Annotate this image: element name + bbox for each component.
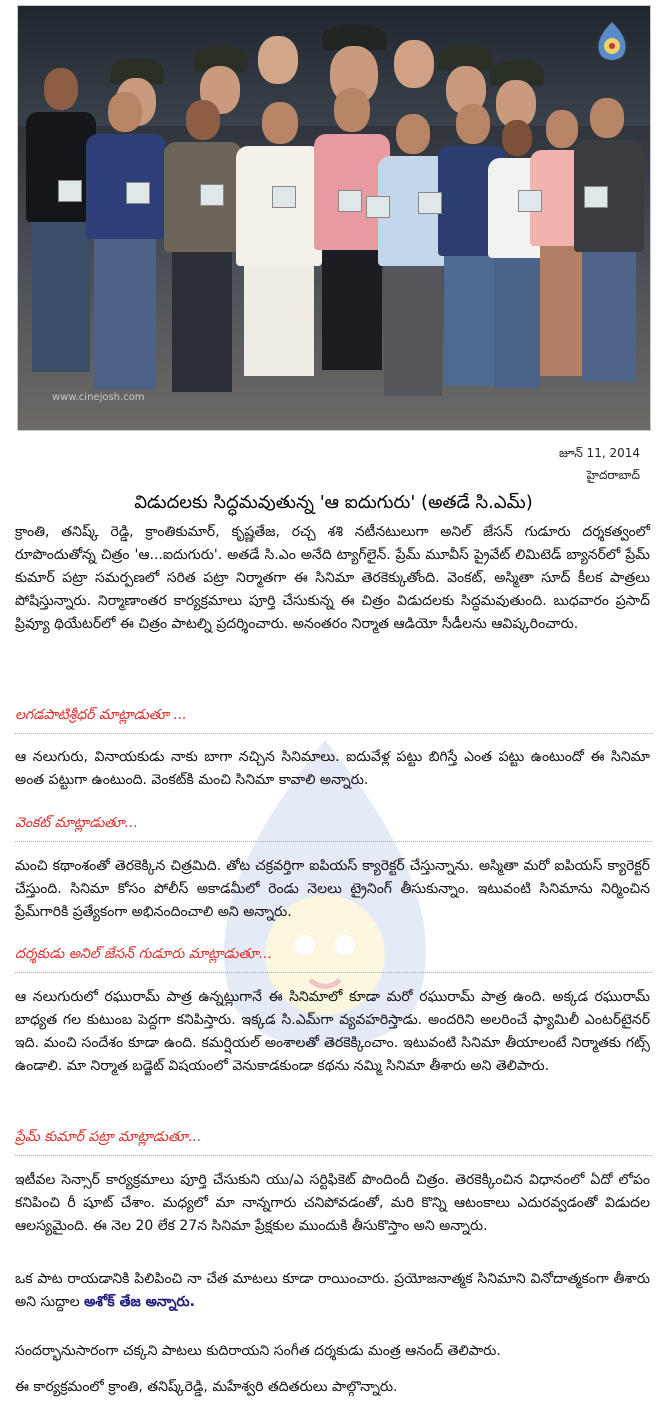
lyricist-paragraph: ఒక పాట రాయడానికి పిలిపించి నా చేత మాటలు కూడా రాయించారు. ప్రయోజనాత్మక సినిమాని వినోదాత్మకంగా తీశారు అని సుద్దాల అశోక్ తేజ అన్నారు. — [15, 1271, 650, 1310]
article-headline: విడుదలకు సిద్ధమవుతున్న 'ఆ ఐదుగురు' (అతడే సి.ఎమ్) — [134, 492, 533, 513]
music-director-paragraph: సందర్భానుసారంగా చక్కని పాటలు కుదిరాయని సంగీత దర్శకుడు మంత్ర ఆనంద్ తెలిపారు. — [15, 1343, 501, 1359]
article-date: జూన్ 11, 2014 — [558, 446, 640, 460]
site-logo-icon — [592, 20, 632, 64]
section-heading: లగడపాటిశ్రీధర్ మాట్లాడుతూ ... — [15, 707, 187, 723]
audio-cd — [126, 182, 150, 204]
lyricist-name: అశోక్ తేజ అన్నారు. — [84, 1294, 195, 1310]
section-paragraph: మంచి కథాంశంతో తెరకెక్కిన చిత్రమిది. తోట చక్రవర్తిగా ఐపియస్ క్యారెక్టర్ చేస్తున్నాను. అస్మితా మరో ఐపియస్ క్యారెక్టర్ చేస్తుంది. సినిమా కోసం పోలీస్ అకాడమీలో రెండు నెలలు ట్రైనింగ్ తీసుకున్నాం. ఇటువంటి సినిమాను నిర్మించిన ప్రేమ్‌గారికి ప్రత్యేకంగా అభినందించాలి అని అన్నారు. — [15, 858, 650, 920]
attendees-paragraph: ఈ కార్యక్రమంలో క్రాంతి, తనిష్క్‌రెడ్డి, మహేశ్వరి తదితరులు పాల్గొన్నారు. — [15, 1379, 398, 1395]
section-heading: దర్శకుడు అనిల్ జేసన్ గుడూరు మాట్లాడుతూ... — [15, 946, 273, 962]
article-place: హైదరాబాద్ — [586, 468, 640, 482]
photo-watermark: www.cinejosh.com — [52, 392, 145, 403]
divider — [15, 841, 652, 842]
section-paragraph: ఆ నలుగురు, వినాయకుడు నాకు బాగా నచ్చిన సినిమాలు. ఐదువేళ్ల పట్టు బిగిస్తే ఎంత పట్టు ఉంటుందో ఈ సినిమా అంత పట్టుగా ఉంటుంది. వెంకట్‌కి మంచి సినిమా కావాలి అన్నారు. — [15, 749, 650, 788]
divider — [15, 972, 652, 973]
section-heading: వెంకట్ మాట్లాడుతూ... — [15, 815, 139, 831]
section-paragraph: ఆ నలుగురులో రఘురామ్ పాత్ర ఉన్నట్లుగానే ఈ సినిమాలో కూడా మరో రఘురామ్ పాత్ర ఉంది. అక్కడ రఘురామ్ బాధ్యత గల కుటుంబ పెద్దగా కనిపిస్తారు. ఇక్కడ సి.ఎమ్‌గా వ్యవహరిస్తాడు. అందరిని అలరించే ఫ్యామిలీ ఎంటర్‌టైనర్ ఇది. మంచి సందేశం కూడా ఉంది. కమర్షియల్ అంశాలతో తెరకెక్కించాం. ఇటువంటి సినిమా తీయాలంటే నిర్మాతకు గట్స్ ఉండాలి. మా నిర్మాత బడ్జెట్ విషయంలో వెనుకాడకుండా కథను నమ్మి సినిమా తీశారు అని తెలిపారు. — [15, 989, 650, 1074]
audio-cd — [584, 186, 608, 208]
event-photo — [17, 5, 651, 431]
divider — [15, 733, 652, 734]
audio-cd — [338, 190, 362, 212]
audio-cd — [58, 180, 82, 202]
audio-cd — [200, 184, 224, 206]
audio-cd — [418, 192, 442, 214]
audio-cd — [518, 190, 542, 212]
section-heading: ప్రేమ్ కుమార్ పట్రా మాట్లాడుతూ... — [15, 1129, 202, 1145]
section-paragraph: ఇటీవల సెన్సార్ కార్యక్రమాలు పూర్తి చేసుకుని యు/ఎ సర్టిఫికెట్ పొందిందీ చిత్రం. తెరకెక్కించిన విధానంలో ఏదో లోపం కనిపించి రీ షూట్ చేశాం. మధ్యలో మా నాన్నగారు చనిపోవడంతో, మరి కొన్ని ఆటంకాలు ఎదురవ్వడంతో విడుదల ఆలస్యమైంది. ఈ నెల 20 లేక 27న సినిమా ప్రేక్షకుల ముందుకి తీసుకొస్తాం అని అన్నారు. — [15, 1172, 650, 1234]
audio-cd — [366, 196, 390, 218]
intro-paragraph: క్రాంతి, తనిష్క్ రెడ్డి, క్రాంతికుమార్, కృష్ణతేజ, రచ్చ శశి నటీనటులుగా అనిల్ జేసన్ గుడూరు దర్శకత్వంలో రూపొందుతోన్న చిత్రం 'ఆ...ఐదుగురు'. అతడే సి.ఎం అనేది ట్యాగ్‌లైన్. ప్రేమ్ మూవీస్ ప్రైవేట్ లిమిటెడ్ బ్యానర్‌లో ప్రేమ్ కుమార్ పట్రా సమర్పణలో సరిత పట్రా నిర్మాతగా ఈ సినిమా తెరకెక్కుతోంది. వెంకట్, అస్మితా సూద్ కీలక పాత్రలు పోషిస్తున్నారు. నిర్మాణాంతర కార్యక్రమాలు పూర్తి చేసుకున్న ఈ చిత్రం విడుదలకు సిద్ధమవుతుంది. బుధవారం ప్రసాద్ ప్రివ్యూ థియేటర్‌లో ఈ చిత్రం పాటల్ని ప్రదర్శించారు. అనంతరం నిర్మాత ఆడియో సీడీలను ఆవిష్కరించారు. — [15, 524, 650, 632]
audio-cd — [272, 186, 296, 208]
divider — [15, 1155, 652, 1156]
